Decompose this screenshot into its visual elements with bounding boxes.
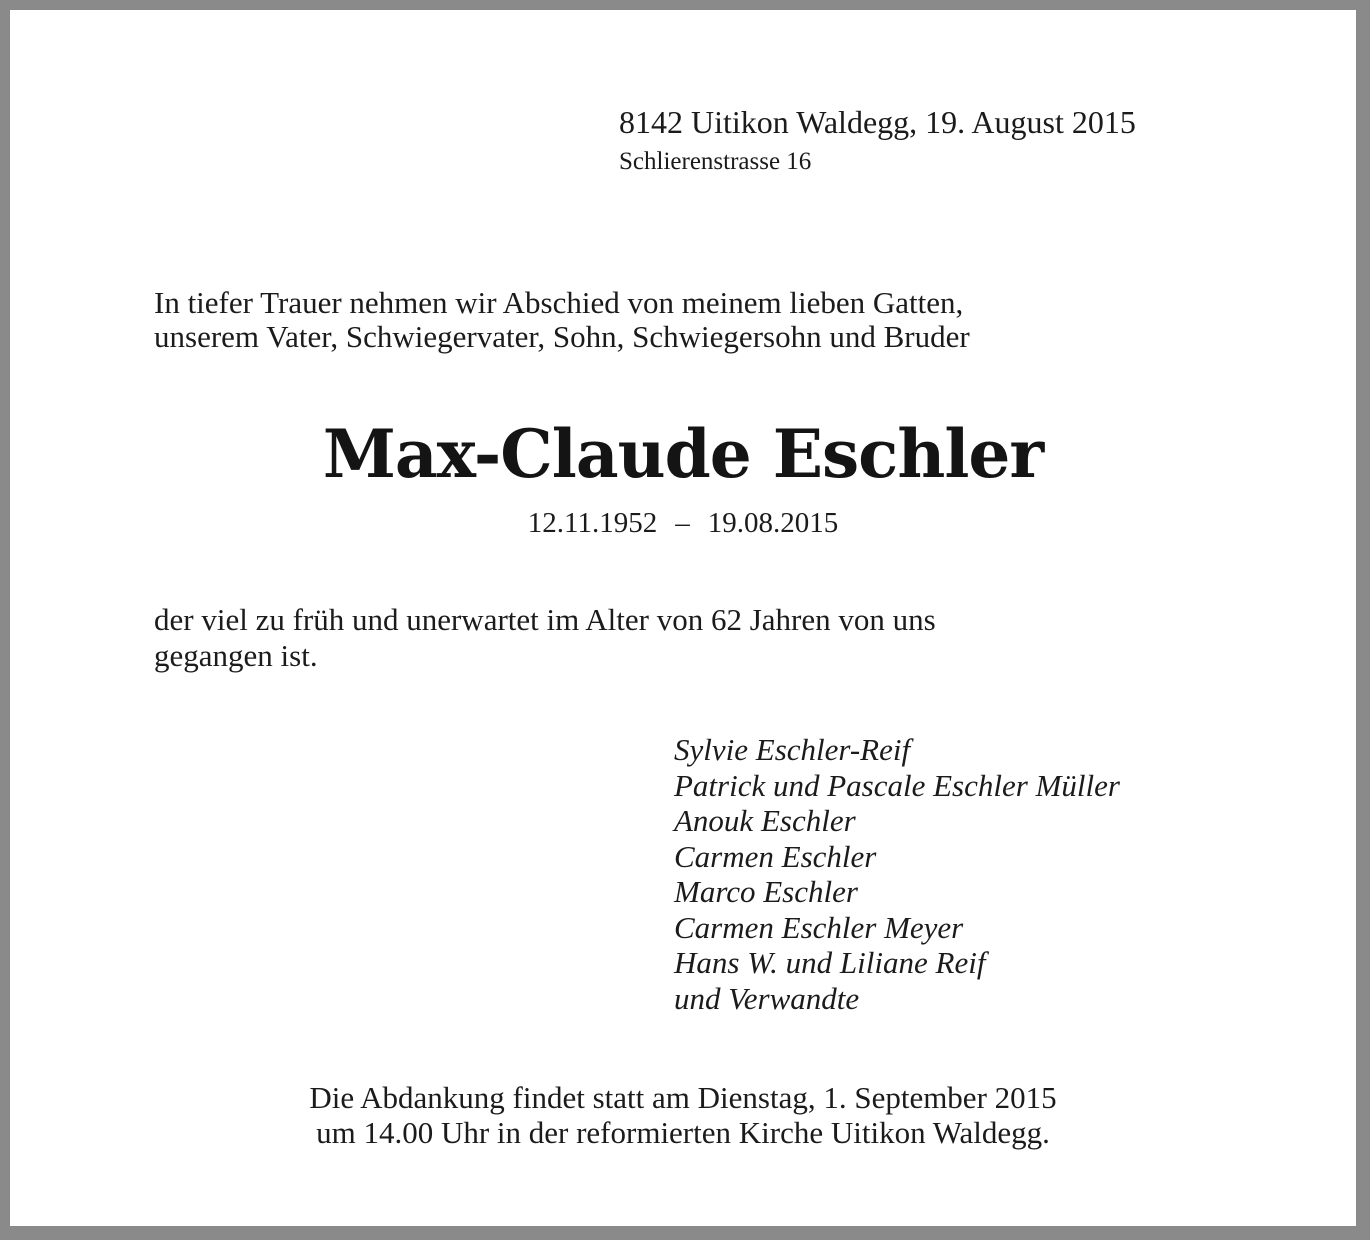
intro-text bbox=[154, 286, 970, 354]
date-separator: – bbox=[675, 507, 690, 539]
mourner-name: und Verwandte bbox=[674, 980, 860, 1016]
service-info bbox=[10, 1080, 1356, 1150]
service-line: Die Abdankung findet statt am Dienstag, 1. September 2015 bbox=[309, 1080, 1057, 1115]
service-line: um 14.00 Uhr in der reformierten Kirche Uitikon Waldegg. bbox=[316, 1115, 1050, 1150]
mourner-name: Carmen Eschler Meyer bbox=[674, 909, 964, 945]
mourner-name: Marco Eschler bbox=[674, 874, 858, 909]
mourner-name: Anouk Eschler bbox=[674, 803, 856, 838]
intro-line: unserem Vater, Schwiegervater, Sohn, Schwiegersohn und Bruder bbox=[154, 319, 970, 354]
mourner-name: Sylvie Eschler-Reif bbox=[674, 732, 911, 767]
passing-line: der viel zu früh und unerwartet im Alter von 62 Jahren von uns bbox=[154, 602, 936, 637]
obituary-notice bbox=[10, 10, 1356, 1226]
street-address: Schlierenstrasse 16 bbox=[619, 148, 812, 175]
passing-text bbox=[154, 602, 936, 674]
death-date: 19.08.2015 bbox=[707, 507, 839, 539]
life-dates bbox=[10, 506, 1356, 540]
passing-line: gegangen ist. bbox=[154, 638, 318, 673]
mourner-name: Carmen Eschler bbox=[674, 838, 877, 874]
mourner-name: Hans W. und Liliane Reif bbox=[674, 945, 986, 980]
intro-line: In tiefer Trauer nehmen wir Abschied von meinem lieben Gatten, bbox=[154, 285, 964, 320]
deceased-name: Max-Claude Eschler bbox=[322, 415, 1044, 493]
birth-date: 12.11.1952 bbox=[527, 507, 658, 539]
mourner-name: Patrick und Pascale Eschler Müller bbox=[674, 767, 1120, 803]
place-date: 8142 Uitikon Waldegg, 19. August 2015 bbox=[619, 104, 1136, 140]
mourners-list bbox=[674, 732, 1120, 1016]
